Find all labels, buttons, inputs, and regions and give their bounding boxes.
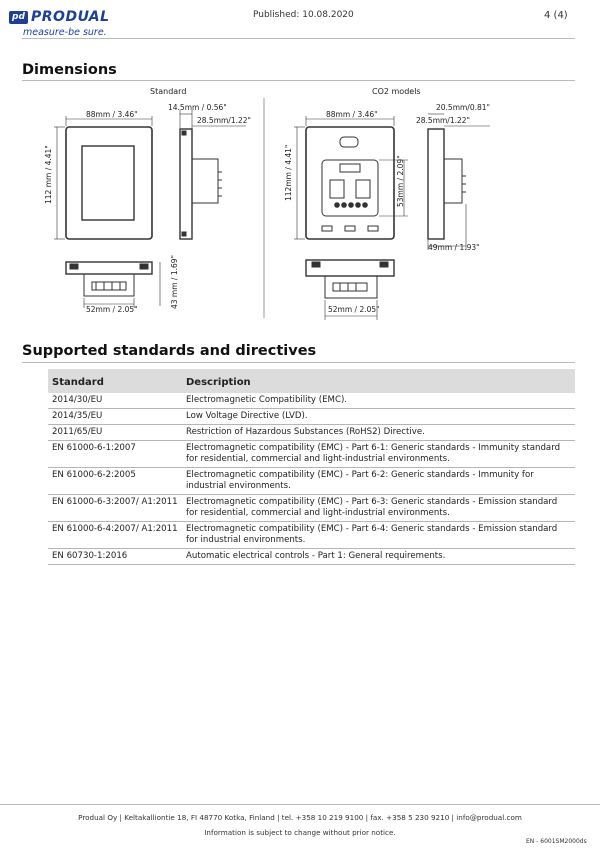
logo-brand: PRODUAL (31, 9, 110, 25)
std-bottom-terminal (92, 282, 126, 290)
dimensions-title: Dimensions (22, 62, 117, 78)
footer-notice: Information is subject to change without prior notice. (204, 828, 396, 837)
std-front-screen (82, 146, 134, 220)
footer-contact: Produal Oy | Keltakalliontie 18, FI 48770 Kotka, Finland | tel. +358 10 219 9100 | fax. +358 5 230 9210 | info@produal.com (78, 813, 522, 822)
co2-front-connector (340, 164, 360, 172)
table-row (48, 409, 575, 425)
co2-side-frame (428, 129, 444, 239)
published-date: Published: 10.08.2020 (253, 10, 354, 20)
std-side-depth-label: 14.5mm / 0.56" (168, 103, 227, 112)
std-bottom-frame (66, 262, 152, 274)
table-row (48, 549, 575, 565)
co2-bottom-width-label: 52mm / 2.05" (328, 305, 380, 314)
co2-front-terminal-left (330, 180, 344, 198)
standards-title: Supported standards and directives (22, 343, 317, 359)
page-number: 4 (4) (544, 10, 568, 21)
standard-cell: EN 61000-6-3:2007/ A1:2011 (48, 495, 182, 522)
table-header-row (48, 369, 575, 393)
std-front-frame (66, 127, 152, 239)
std-height-label: 112 mm / 4.41" (44, 145, 53, 204)
co2-front-slot-center (345, 226, 355, 231)
standard-cell: 2014/35/EU (48, 409, 182, 425)
standard-cell: EN 61000-6-1:2007 (48, 441, 182, 468)
description-cell: Electromagnetic compatibility (EMC) - Part 6-2: Generic standards - Immunity for industrial environments. (182, 468, 575, 495)
doc-code: EN - 6001SM2000ds (526, 838, 587, 845)
co2-front-slot-top (340, 137, 358, 147)
table-row (48, 425, 575, 441)
standard-cell: EN 61000-6-2:2005 (48, 468, 182, 495)
std-side-frame (180, 129, 192, 239)
co2-front-frame (306, 127, 394, 239)
co2-side-box-label: 28.5mm/1.22" (416, 116, 470, 125)
standard-cell: 2014/30/EU (48, 393, 182, 409)
description-cell: Electromagnetic compatibility (EMC) - Part 6-4: Generic standards - Emission standard for industrial environments. (182, 522, 575, 549)
co2-side-depth-label: 20.5mm/0.81" (436, 103, 490, 112)
std-bottom-height-label: 43 mm / 1.69" (170, 255, 179, 309)
co2-front-terminal-right (356, 180, 370, 198)
std-width-label: 88mm / 3.46" (86, 110, 138, 119)
std-side-box-label: 28.5mm/1.22" (197, 116, 251, 125)
col-standard: Standard (48, 369, 182, 393)
co2-inner-height-label: 53mm / 2.09" (396, 155, 405, 207)
col-description: Description (182, 369, 575, 393)
table-row (48, 441, 575, 468)
footer-rule (0, 804, 600, 805)
standard-label: Standard (150, 87, 187, 96)
logo-mark: pd (9, 11, 28, 24)
standards-rule (22, 362, 575, 363)
table-row (48, 522, 575, 549)
description-cell: Automatic electrical controls - Part 1: General requirements. (182, 549, 575, 565)
description-cell: Electromagnetic compatibility (EMC) - Part 6-1: Generic standards - Immunity standard for residential, commercial and light-industrial environments. (182, 441, 575, 468)
table-row (48, 468, 575, 495)
description-cell: Low Voltage Directive (LVD). (182, 409, 575, 425)
co2-width-label: 88mm / 3.46" (326, 110, 378, 119)
standard-cell: EN 61000-6-4:2007/ A1:2011 (48, 522, 182, 549)
standard-cell: 2011/65/EU (48, 425, 182, 441)
standards-table (48, 369, 575, 565)
standard-cell: EN 60730-1:2016 (48, 549, 182, 565)
co2-front-slot-right (368, 226, 378, 231)
logo-tagline: measure-be sure. (23, 27, 107, 38)
co2-height-label: 112mm / 4.41" (284, 144, 293, 201)
co2-front-slot-left (322, 226, 332, 231)
description-cell: Restriction of Hazardous Substances (RoHS2) Directive. (182, 425, 575, 441)
co2-bottom-terminal (333, 283, 367, 291)
co2-side-total-label: 49mm / 1.93" (428, 243, 480, 252)
description-cell: Electromagnetic Compatibility (EMC). (182, 393, 575, 409)
co2-label: CO2 models (372, 87, 421, 96)
std-side-box (192, 159, 218, 203)
table-row (48, 393, 575, 409)
table-row (48, 495, 575, 522)
co2-side-box (444, 159, 462, 203)
std-bottom-width-label: 52mm / 2.05" (86, 305, 138, 314)
description-cell: Electromagnetic compatibility (EMC) - Part 6-3: Generic standards - Emission standard for residential, commercial and light-industrial environments. (182, 495, 575, 522)
